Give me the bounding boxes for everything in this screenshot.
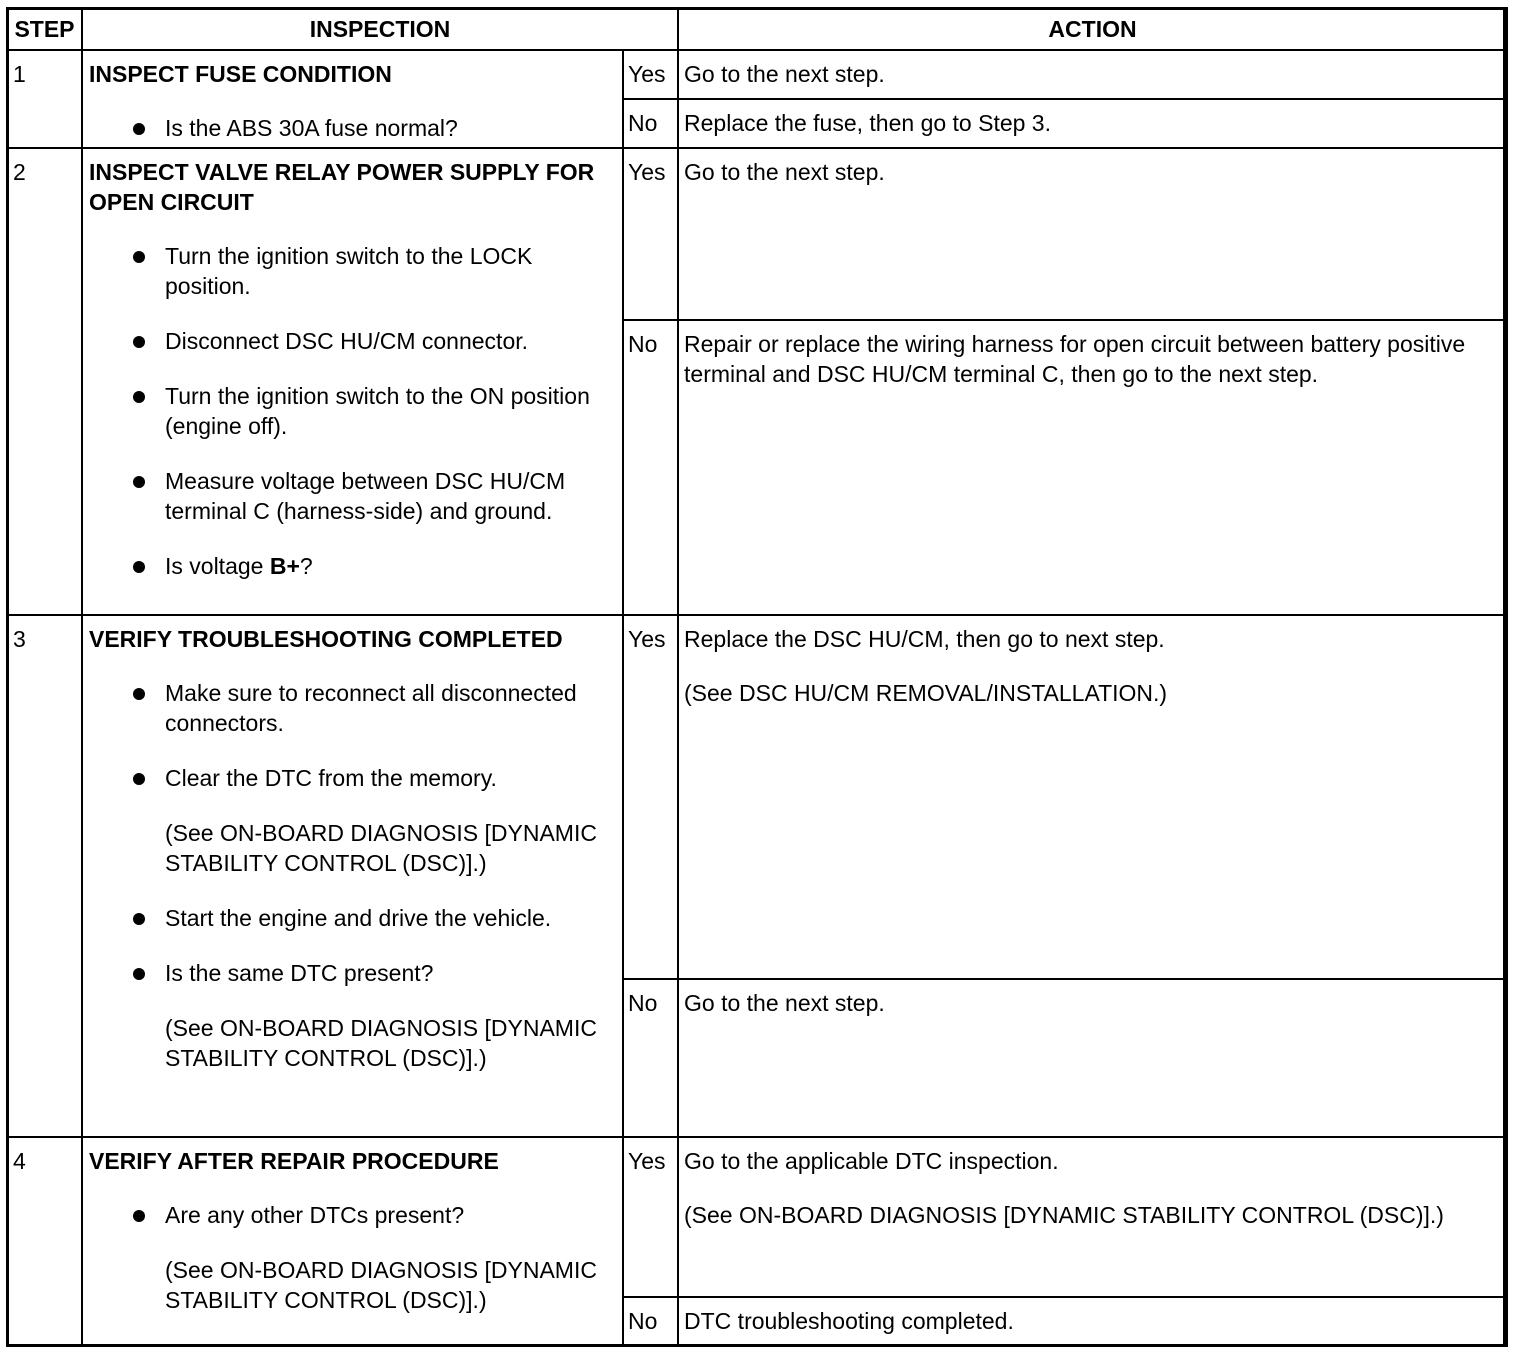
yes-label: Yes xyxy=(623,1137,678,1297)
bullet-text: Disconnect DSC HU/CM connector. xyxy=(165,328,529,354)
yes-action-note: (See ON-BOARD DIAGNOSIS [DYNAMIC STABILITY CONTROL (DSC)].) xyxy=(684,1202,1444,1228)
question-bold: B+ xyxy=(269,553,300,579)
header-inspection: INSPECTION xyxy=(82,8,678,50)
question-suffix: ? xyxy=(299,553,313,579)
step-title: INSPECT FUSE CONDITION xyxy=(89,61,392,87)
bullet-icon xyxy=(133,688,145,700)
no-action: DTC troubleshooting completed. xyxy=(678,1297,1507,1346)
bullet-item xyxy=(89,113,610,143)
header-step: STEP xyxy=(7,8,82,50)
step-inspection xyxy=(82,148,623,615)
yes-action: Go to the next step. xyxy=(678,148,1507,320)
bullet-item xyxy=(89,326,610,356)
step-title: VERIFY AFTER REPAIR PROCEDURE xyxy=(89,1148,499,1174)
bullet-list xyxy=(89,903,610,988)
no-label: No xyxy=(623,1297,678,1346)
step-3-yes-row xyxy=(7,615,1507,979)
no-label: No xyxy=(623,99,678,148)
yes-action-cell xyxy=(678,615,1507,979)
bullet-text: Start the engine and drive the vehicle. xyxy=(165,905,552,931)
step-title: INSPECT VALVE RELAY POWER SUPPLY FOR OPEN CIRCUIT xyxy=(89,159,595,215)
bullet-icon xyxy=(133,251,145,263)
header-row xyxy=(7,8,1507,50)
bullet-list xyxy=(89,113,610,143)
yes-action-cell xyxy=(678,1137,1507,1297)
reference-note: (See ON-BOARD DIAGNOSIS [DYNAMIC STABILITY CONTROL (DSC)].) xyxy=(165,820,597,876)
bullet-icon xyxy=(133,476,145,488)
step-inspection xyxy=(82,1137,623,1346)
bullet-icon xyxy=(133,1210,145,1222)
no-label: No xyxy=(623,979,678,1137)
header-action: ACTION xyxy=(678,8,1507,50)
bullet-item xyxy=(89,958,610,988)
bullet-list xyxy=(89,678,610,793)
step-2-yes-row xyxy=(7,148,1507,320)
bullet-text: Is the same DTC present? xyxy=(165,960,434,986)
no-action: Replace the fuse, then go to Step 3. xyxy=(678,99,1507,148)
no-label: No xyxy=(623,320,678,615)
yes-label: Yes xyxy=(623,615,678,979)
troubleshooting-table xyxy=(6,7,1508,1347)
bullet-list xyxy=(89,241,610,581)
step-number: 3 xyxy=(7,615,82,1137)
step-number: 2 xyxy=(7,148,82,615)
step-inspection xyxy=(82,615,623,1137)
bullet-text: Make sure to reconnect all disconnected connectors. xyxy=(165,680,577,736)
yes-action-note: (See DSC HU/CM REMOVAL/INSTALLATION.) xyxy=(684,680,1168,706)
question-prefix: Is voltage xyxy=(165,553,270,579)
reference-note: (See ON-BOARD DIAGNOSIS [DYNAMIC STABILITY CONTROL (DSC)].) xyxy=(165,1257,597,1313)
yes-action: Replace the DSC HU/CM, then go to next step. xyxy=(684,626,1165,652)
step-1-yes-row xyxy=(7,50,1507,99)
no-action: Repair or replace the wiring harness for open circuit between battery positive terminal and DSC HU/CM terminal C, then go to the next step. xyxy=(678,320,1507,615)
bullet-list xyxy=(89,1200,610,1230)
no-action: Go to the next step. xyxy=(678,979,1507,1137)
bullet-icon xyxy=(133,968,145,980)
bullet-item xyxy=(89,1200,610,1230)
bullet-icon xyxy=(133,913,145,925)
bullet-text: Are any other DTCs present? xyxy=(165,1202,465,1228)
step-number: 4 xyxy=(7,1137,82,1346)
bullet-item xyxy=(89,241,610,301)
yes-action: Go to the next step. xyxy=(678,50,1507,99)
step-title: VERIFY TROUBLESHOOTING COMPLETED xyxy=(89,626,563,652)
bullet-text: Measure voltage between DSC HU/CM terminal C (harness-side) and ground. xyxy=(165,468,566,524)
yes-label: Yes xyxy=(623,148,678,320)
bullet-item xyxy=(89,466,610,526)
bullet-icon xyxy=(133,561,145,573)
yes-action: Go to the applicable DTC inspection. xyxy=(684,1148,1059,1174)
bullet-icon xyxy=(133,773,145,785)
bullet-text: Is the ABS 30A fuse normal? xyxy=(165,115,458,141)
bullet-text: Clear the DTC from the memory. xyxy=(165,765,497,791)
bullet-item xyxy=(89,903,610,933)
yes-label: Yes xyxy=(623,50,678,99)
step-number: 1 xyxy=(7,50,82,148)
step-inspection xyxy=(82,50,623,148)
bullet-item xyxy=(89,381,610,441)
bullet-icon xyxy=(133,391,145,403)
bullet-item xyxy=(89,763,610,793)
bullet-icon xyxy=(133,336,145,348)
bullet-text: Turn the ignition switch to the LOCK position. xyxy=(165,243,533,299)
reference-note: (See ON-BOARD DIAGNOSIS [DYNAMIC STABILITY CONTROL (DSC)].) xyxy=(165,1015,597,1071)
bullet-icon xyxy=(133,123,145,135)
bullet-item xyxy=(89,551,610,581)
bullet-text: Turn the ignition switch to the ON position (engine off). xyxy=(165,383,590,439)
bullet-item xyxy=(89,678,610,738)
step-4-yes-row xyxy=(7,1137,1507,1297)
